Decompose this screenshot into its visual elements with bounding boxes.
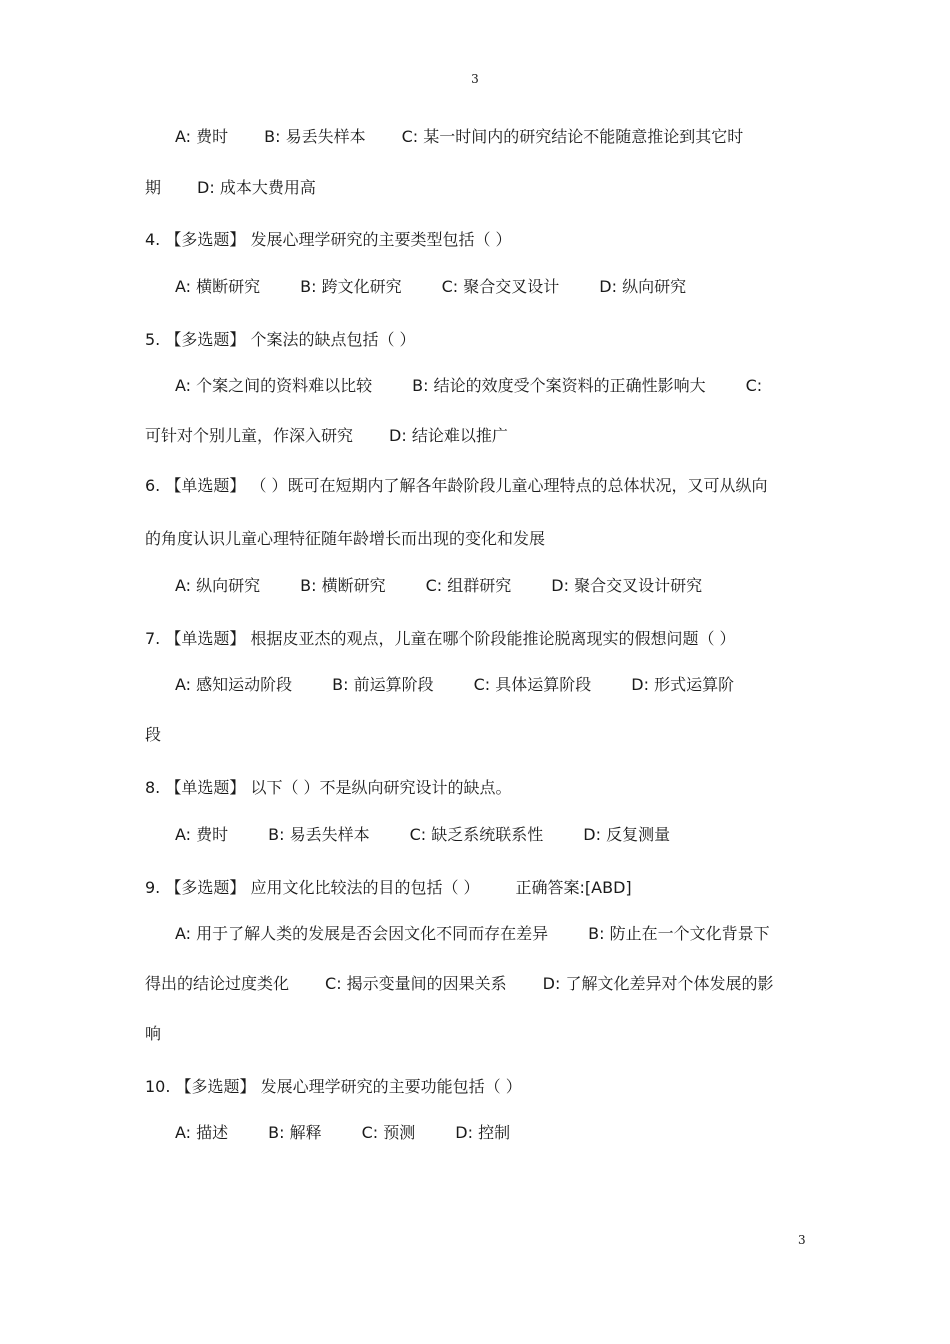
- question-text: 6. 【单选题】 （ ）既可在短期内了解各年龄阶段儿童心理特点的总体状况，又可从纵向: [145, 476, 768, 495]
- option-b: B: 易丢失样本: [268, 825, 370, 844]
- question-6-cont: [145, 528, 815, 550]
- question-4: [145, 229, 815, 251]
- option-c-cont: 期: [145, 178, 162, 197]
- question-7: [145, 628, 815, 650]
- option-c: C: 缺乏系统联系性: [409, 825, 544, 844]
- option-b: B: 易丢失样本: [264, 127, 366, 146]
- option-d: D: 成本大费用高: [197, 178, 316, 197]
- option-c: C: 聚合交叉设计: [441, 277, 560, 296]
- options-line: [145, 177, 815, 199]
- option-a: A: 个案之间的资料难以比较: [175, 376, 373, 395]
- page-number-top: 3: [471, 72, 479, 86]
- options-line: [145, 1023, 815, 1045]
- option-d: D: 反复测量: [583, 825, 671, 844]
- question-text: 10. 【多选题】 发展心理学研究的主要功能包括（ ）: [145, 1077, 522, 1096]
- question-9: [145, 877, 815, 899]
- options-line: [175, 126, 845, 148]
- option-d: D: 形式运算阶: [631, 675, 735, 694]
- option-a: A: 用于了解人类的发展是否会因文化不同而存在差异: [175, 924, 549, 943]
- option-c: C: 揭示变量间的因果关系: [325, 974, 507, 993]
- option-b: B: 解释: [268, 1123, 322, 1142]
- option-b: B: 前运算阶段: [332, 675, 434, 694]
- options-line: [175, 575, 845, 597]
- option-a: A: 费时: [175, 127, 229, 146]
- option-d: D: 控制: [455, 1123, 511, 1142]
- option-a: A: 描述: [175, 1123, 229, 1142]
- question-6: [145, 475, 815, 497]
- options-line: [145, 973, 815, 995]
- options-line: [175, 1122, 845, 1144]
- option-c: C:: [745, 376, 763, 395]
- option-a: A: 横断研究: [175, 277, 261, 296]
- option-a: A: 感知运动阶段: [175, 675, 293, 694]
- option-c: C: 组群研究: [425, 576, 512, 595]
- option-b: B: 防止在一个文化背景下: [588, 924, 770, 943]
- options-line: [145, 724, 815, 746]
- correct-answer: 正确答案:[ABD]: [515, 878, 632, 897]
- options-line: [175, 375, 845, 397]
- option-d: D: 聚合交叉设计研究: [551, 576, 703, 595]
- options-line: [145, 425, 815, 447]
- option-c-cont: 可针对个别儿童，作深入研究: [145, 426, 354, 445]
- question-text: 9. 【多选题】 应用文化比较法的目的包括（ ）: [145, 878, 480, 897]
- option-b: B: 跨文化研究: [300, 277, 402, 296]
- option-b: B: 横断研究: [300, 576, 386, 595]
- option-d: D: 了解文化差异对个体发展的影: [542, 974, 774, 993]
- options-line: [175, 674, 845, 696]
- options-line: [175, 824, 845, 846]
- page-number-bottom: 3: [798, 1233, 806, 1247]
- option-c: C: 某一时间内的研究结论不能随意推论到其它时: [401, 127, 744, 146]
- option-b-cont: 得出的结论过度类化: [145, 974, 290, 993]
- question-10: [145, 1076, 815, 1098]
- question-8: [145, 777, 815, 799]
- option-d: D: 纵向研究: [599, 277, 687, 296]
- option-d-cont: 响: [145, 1024, 162, 1043]
- option-b: B: 结论的效度受个案资料的正确性影响大: [412, 376, 706, 395]
- options-line: [175, 923, 845, 945]
- option-a: A: 纵向研究: [175, 576, 261, 595]
- options-line: [175, 276, 845, 298]
- option-c: C: 预测: [361, 1123, 416, 1142]
- question-text: 的角度认识儿童心理特征随年龄增长而出现的变化和发展: [145, 529, 546, 548]
- option-c: C: 具体运算阶段: [473, 675, 592, 694]
- question-text: 4. 【多选题】 发展心理学研究的主要类型包括（ ）: [145, 230, 512, 249]
- option-d: D: 结论难以推广: [389, 426, 508, 445]
- question-text: 8. 【单选题】 以下（ ）不是纵向研究设计的缺点。: [145, 778, 512, 797]
- question-5: [145, 329, 815, 351]
- option-d-cont: 段: [145, 725, 162, 744]
- option-a: A: 费时: [175, 825, 229, 844]
- question-text: 7. 【单选题】 根据皮亚杰的观点，儿童在哪个阶段能推论脱离现实的假想问题（ ）: [145, 629, 736, 648]
- question-text: 5. 【多选题】 个案法的缺点包括（ ）: [145, 330, 416, 349]
